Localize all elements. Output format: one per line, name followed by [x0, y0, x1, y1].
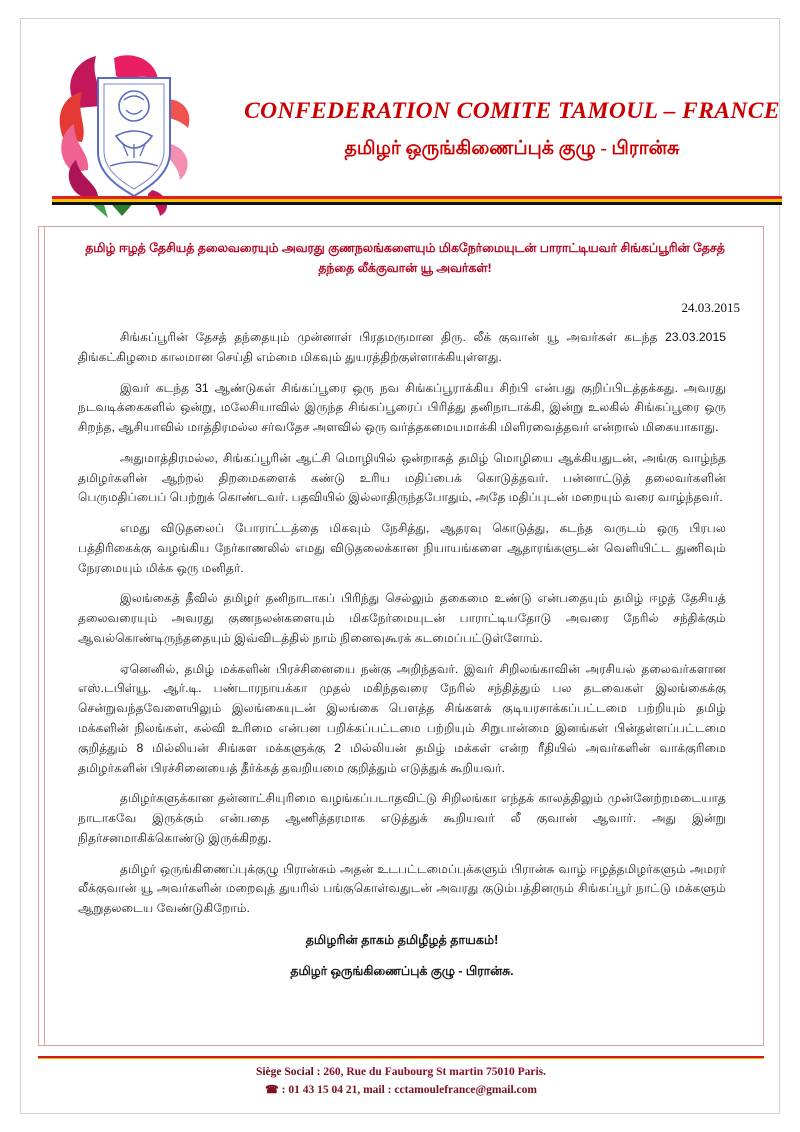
signature-line: தமிழர் ஒருங்கிணைப்புக் குழு - பிரான்சு. — [290, 964, 514, 979]
emblem-logo — [52, 48, 212, 218]
footer-contact-line — [38, 1082, 764, 1100]
footer-phone: : 01 43 15 04 21, mail : — [281, 1083, 392, 1096]
document-subject: தமிழ் ஈழத் தேசியத் தலைவரையும் அவரது குணநலங்களையும் மிகநேர்மையுடன் பாராட்டியவர் சிங்கப்பூரின் தேசத் தந்தை லீக்குவான் யூ அவர்கள்! — [85, 241, 725, 276]
org-title-tamil: தமிழர் ஒருங்கிணைப்புக் குழு - பிரான்சு — [344, 138, 680, 159]
footer-email[interactable]: cctamoulefrance@gmail.com — [394, 1083, 537, 1096]
letterhead — [22, 20, 778, 215]
paragraph: அதுமாத்திரமல்ல, சிங்கப்பூரின் ஆட்சி மொழியில் ஒன்றாகத் தமிழ் மொழியை ஆக்கியதுடன், அங்கு வாழ்ந்த தமிழர்களின் ஆற்றல் திறமைகளைக் கண்டு உரிய மதிப்பைக் கொடுத்தவர். பன்னாட்டுத் தலைவர்களின் பெருமதிப்பைப் பெற்றுக் கொண்டவர். பதவியில் இல்லாதிருந்தபோதும், அதே மதிப்புடன் மறையும் வரை வாழ்ந்தவர். — [78, 450, 726, 505]
paragraph: இலங்கைத் தீவில் தமிழர் தனிநாடாகப் பிரிந்து செல்லும் தகைமை உண்டு என்பதையும் தமிழ் ஈழத் தேசியத் தலைவரையும் அவரது குணநலன்களையும் மிகநேர்மையுடன் பாராட்டியதோடு அவரை நேரில் சந்திக்கும் ஆவல்கொண்டிருந்ததையும் இவ்விடத்தில் நாம் நினைவுகூரக் கடமைப்பட்டுள்ளோம். — [78, 591, 726, 645]
paragraph: ஏனெனில், தமிழ் மக்களின் பிரச்சினையை நன்கு அறிந்தவர். இவர் சிறிலங்காவின் அரசியல் தலைவர்களான எஸ்.டபிள்யூ. ஆர்.டி. பண்டாரநாயக்கா முதல் மகிந்தவரை நேரில் சந்தித்தும் பல தடவைகள் இலங்கைக்கு சென்றுவந்தவேளையிலும் இலங்கையுடன் இலங்கை பௌத்த சிங்களக் குடியரசாக்கப்பட்டமை பற்றியும் தமிழ் மக்களின் நிலங்கள், கல்வி உரிமை என்பன பறிக்கப்பட்டமை பற்றியும் சிறுபான்மை இனங்கள் பின்தள்ளப்பட்டமை குறித்தும் 8 மில்லியன் சிங்கள மக்களுக்கு 2 மில்லியன் தமிழ் மக்கள் என்ற ரீதியில் அவர்களின் வாக்குரிமை தமிழர்களின் பிரச்சினையைத் தீர்க்கத் தவறியமை குறித்தும் எடுத்துக் கூறியவர். — [78, 661, 726, 775]
tricolor-rule — [52, 196, 782, 207]
paragraph: தமிழர் ஒருங்கிணைப்புக்குழு பிரான்சும் அதன் உடபட்டமைப்புக்களும் பிரான்சு வாழ் ஈழத்தமிழர்களும் அமரர் லீக்குவான் யூ அவர்களின் மறைவுத் துயரில் பங்குகொள்வதுடன் அவரது குடும்பத்தினரும் சிங்கப்பூர் நாட்டு மக்களும் ஆறுதலடைய வேண்டுகிறோம். — [78, 861, 726, 916]
footer-rule-yellow — [38, 1058, 764, 1060]
paragraph: சிங்கப்பூரின் தேசத் தந்தையும் முன்னாள் பிரதமருமான திரு. லீக் குவான் யூ அவர்கள் கடந்த 23.03.2015 திங்கட்கிழமை காலமான செய்தி எம்மை மிகவும் துயரத்திற்குள்ளாக்கியுள்ளது. — [78, 330, 726, 364]
footer-address: 260, Rue du Faubourg St martin 75010 Paris. — [323, 1066, 547, 1078]
footer-rule — [38, 1056, 764, 1059]
paragraph: இவர் கடந்த 31 ஆண்டுகள் சிங்கப்பூரை ஒரு நவ சிங்கப்பூராக்கிய சிற்பி என்பது குறிப்பிடத்தக்கது. அவரது நடவடிக்கைகளில் ஒன்று, மலேசியாவில் இருந்த சிங்கப்பூரைப் பிரித்து தனிநாடாக்கி, இன்று உலகில் சிங்கப்பூரை ஒரு சிறந்த, ஆசியாவில் மாத்திரமல்ல சர்வதேச அளவில் ஒரு வர்த்தகமையமாக்கி மிளிரவைத்தவர் என்றால் மிகையாகாது. — [78, 380, 726, 435]
footer-address-line — [38, 1064, 764, 1082]
document-body — [78, 328, 726, 992]
content-inner-rule — [44, 226, 45, 1046]
rule-black — [52, 202, 782, 205]
slogan: தமிழரின் தாகம் தமிழீழத் தாயகம்! — [305, 932, 499, 947]
document-date: 24.03.2015 — [681, 300, 740, 315]
org-title-english: CONFEDERATION COMITE TAMOUL – FRANCE — [244, 98, 780, 124]
phone-icon: ☎ — [265, 1083, 279, 1096]
footer-label: Siège Social : — [255, 1066, 321, 1078]
paragraph: தமிழர்களுக்கான தன்னாட்சியுரிமை வழங்கப்படாதவிட்டு சிறிலங்கா எந்தக் காலத்திலும் முன்னேற்றமடையாத நாடாகவே இருக்கும் என்பதை ஆணித்தரமாக எடுத்துக் கூறியவர் லீ குவான் ஆவார். அது இன்று நிதர்சனமாகிக்கொண்டு இருக்கிறது. — [78, 791, 726, 845]
footer — [38, 1064, 764, 1100]
paragraph: எமது விடுதலைப் போராட்டத்தை மிகவும் நேசித்து, ஆதரவு கொடுத்து, கடந்த வருடம் ஒரு பிரபல பத்திரிகைக்கு வழங்கிய நேர்காணலில் எமது விடுதலைக்கான நியாயங்களை ஆதாரங்களுடன் வெளியிட்ட துணிவும் நேரமையும் மிக்க ஒரு மனிதர். — [78, 521, 726, 575]
